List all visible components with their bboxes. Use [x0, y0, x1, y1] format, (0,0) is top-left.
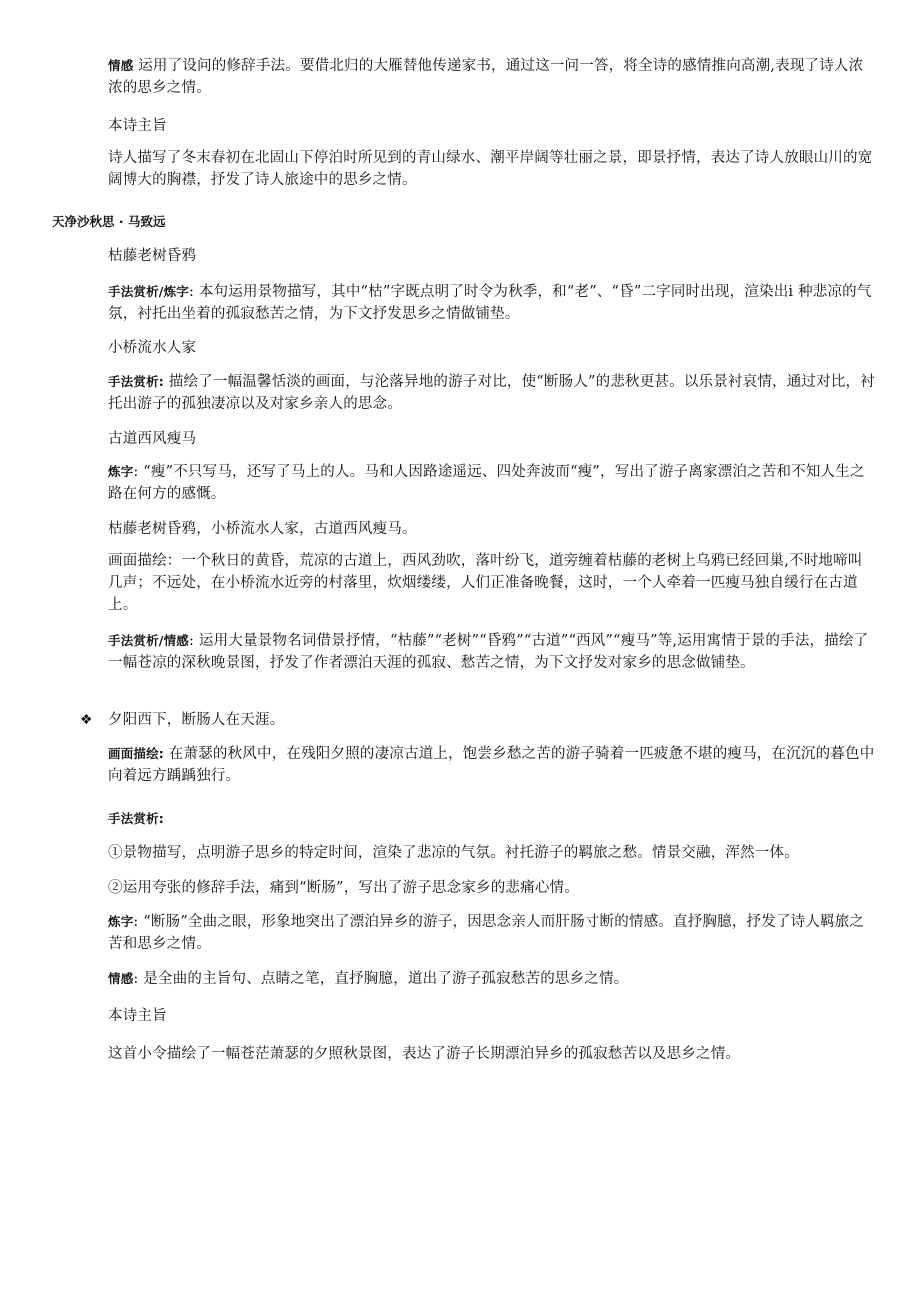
verse-line-1: 枯藤老树昏鸦 — [108, 248, 197, 264]
label-word-choice: 炼字 — [108, 914, 134, 929]
bullet-verse-line: 夕阳西下，断肠人在天涯。 — [108, 712, 285, 728]
label-word-choice: 炼字 — [108, 464, 134, 479]
paragraph-text: 运用了设问的修辞手法。要借北归的大雁替他传递家书，通过这一问一答，将全诗的感情推向高潮,表现了诗人浓浓的思乡之情。 — [108, 58, 864, 96]
label-emotion: 情感 — [108, 971, 134, 986]
paragraph-text: : “断肠”全曲之眼，形象地突出了漂泊异乡的游子，因思念亲人而肝肠寸断的情感。直抒胸臆，抒发了诗人羁旅之苦和思乡之情。 — [108, 914, 865, 952]
label-analysis: 手法赏析: — [108, 811, 164, 826]
paragraph-text: : “瘦”不只写马，还写了马上的人。马和人因路途遥远、四处奔波而“瘦”，写出了游子离家漂泊之苦和不知人生之路在何方的感慨。 — [108, 464, 865, 502]
diamond-bullet-icon: ❖ — [80, 712, 93, 728]
paragraph-analysis-1 — [108, 281, 876, 325]
paragraph-text: : 本句运用景物描写，其中“枯”字既点明了时令为秋季，和“老”、“昏”二字同时出现，渲染出i 种悲凉的气氛，衬托出坐着的孤寂愁苦之情，为下文抒发思乡之情做铺垫。 — [108, 284, 872, 322]
paragraph-emotion-2 — [108, 968, 876, 990]
paragraph-theme-1: 诗人描写了冬末春初在北固山下停泊时所见到的青山绿水、潮平岸阔等壮丽之景，即景抒情，表达了诗人放眼山川的宽阔博大的胸襟，抒发了诗人旅途中的思乡之情。 — [108, 150, 873, 188]
poem-heading: 天净沙秋思 · 马致远 — [52, 214, 166, 229]
paragraph-theme-2: 这首小令描绘了一幅苍茫萧瑟的夕照秋景图，表达了游子长期漂泊异乡的孤寂愁苦以及思乡之情。 — [108, 1046, 741, 1062]
paragraph-emotion-1 — [108, 55, 876, 99]
paragraph-scene-2 — [108, 743, 876, 787]
section-title-theme-1: 本诗主旨 — [108, 118, 167, 134]
label-emotion: 情感 — [108, 58, 134, 73]
verse-full-lines: 枯藤老树昏鸦，小桥流水人家，古道西风瘦马。 — [108, 521, 417, 537]
label-analysis: 手法赏析: — [108, 374, 164, 389]
analysis-point-1: ①景物描写，点明游子思乡的特定时间，渲染了悲凉的气氛。衬托游子的羁旅之愁。情景交融，浑然一体。 — [108, 845, 799, 861]
paragraph-analysis-2 — [108, 371, 876, 415]
verse-line-3: 古道西风瘦马 — [108, 431, 197, 447]
paragraph-text: : 运用大量景物名词借景抒情，“枯藤”“老树”“昏鸦”“古道”“西风”“瘦马”等,运用寓情于景的手法，描绘了一幅苍凉的深秋晚景图，抒发了作者漂泊天涯的孤寂、愁苦之情，为下文抒发对家乡的思念做铺垫。 — [108, 633, 869, 671]
paragraph-analysis-emotion — [108, 630, 876, 674]
paragraph-word-choice-1 — [108, 461, 876, 505]
verse-line-2: 小桥流水人家 — [108, 340, 197, 356]
label-analysis-emotion: 手法赏析/情感 — [108, 633, 189, 648]
paragraph-scene-1: 画面描绘：一个秋日的黄昏，荒凉的古道上，西风劲吹，落叶纷飞，道旁缠着枯藤的老树上乌鸦已经回巢,不时地啼叫几声；不远处，在小桥流水近旁的村落里，炊烟缕缕，人们正准备晚餐，这时，一个人牵着一匹瘦马独自缓行在古道上。 — [108, 553, 863, 613]
analysis-point-2: ②运用夸张的修辞手法，痛到“断肠”，写出了游子思念家乡的悲痛心情。 — [108, 880, 579, 896]
paragraph-text: : 是全曲的主旨句、点睛之笔，直抒胸臆，道出了游子孤寂愁苦的思乡之情。 — [133, 971, 629, 987]
paragraph-word-choice-2 — [108, 911, 876, 955]
label-analysis: 手法赏析/炼字 — [108, 284, 189, 299]
paragraph-text: 在萧瑟的秋风中，在残阳夕照的凄凉古道上，饱尝乡愁之苦的游子骑着一匹疲惫不堪的瘦马，在沉沉的暮色中向着远方踽踽独行。 — [108, 746, 875, 784]
label-analysis-standalone — [108, 808, 876, 830]
label-scene: 画面描绘: — [108, 746, 164, 761]
section-title-theme-2: 本诗主旨 — [108, 1008, 167, 1024]
paragraph-text: 描绘了一幅温馨恬淡的画面，与沦落异地的游子对比，使“断肠人”的悲秋更甚。以乐景衬哀情，通过对比，衬托出游子的孤独凄凉以及对家乡亲人的思念。 — [108, 374, 875, 412]
